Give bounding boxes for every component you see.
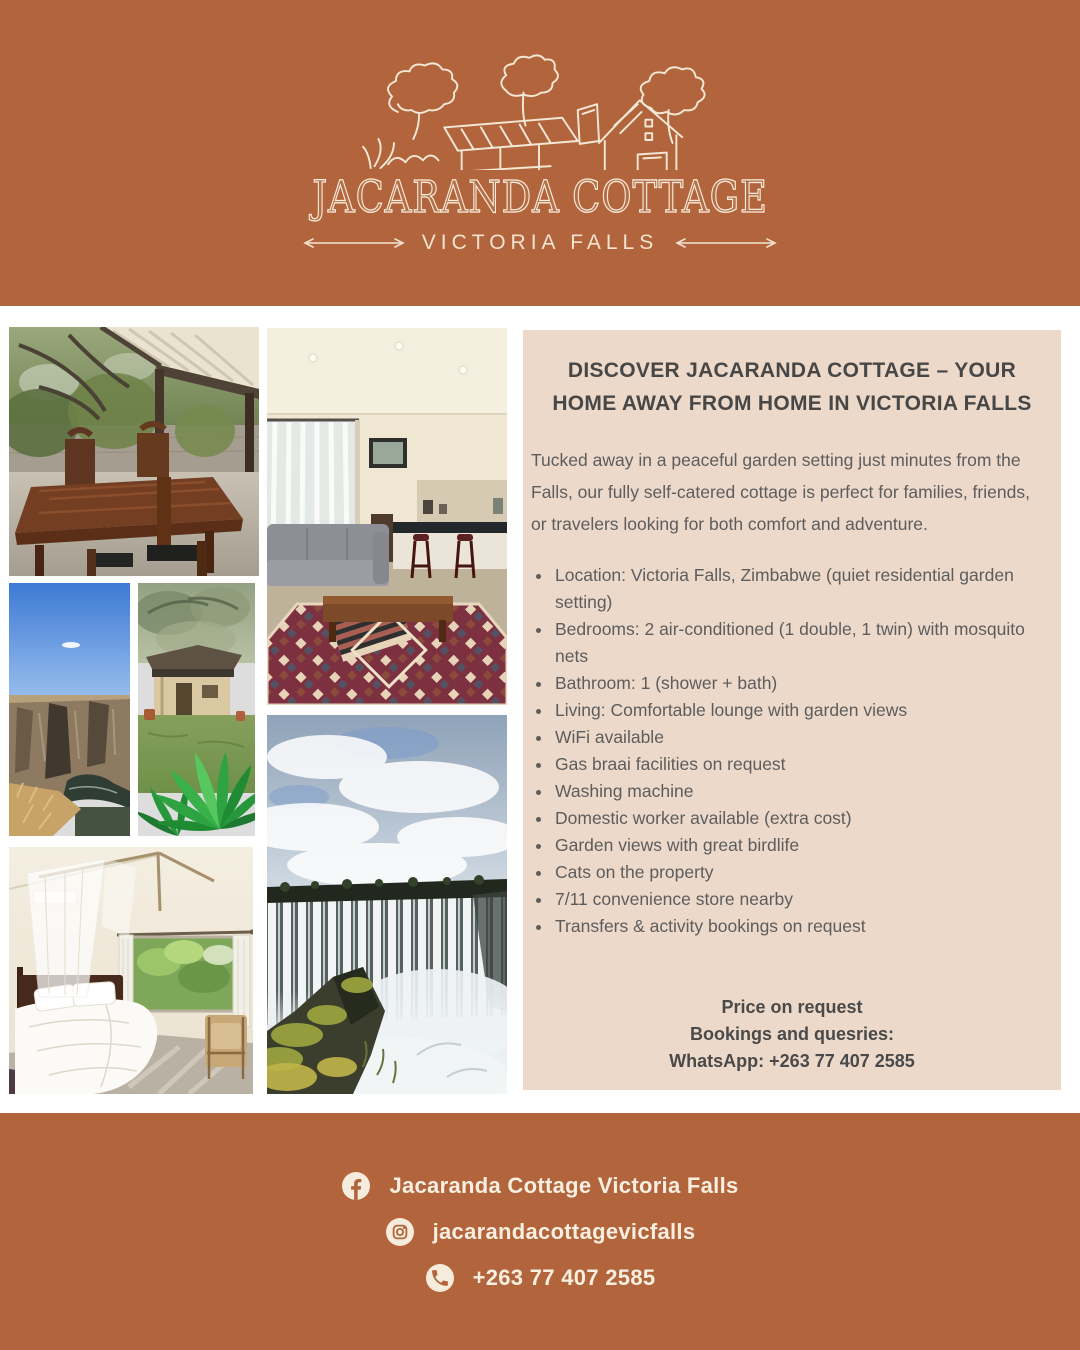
photo-gorge [9, 583, 130, 836]
feature-item: • Washing machine [553, 778, 1035, 805]
feature-item: • Living: Comfortable lounge with garden views [553, 697, 1035, 724]
phone-label: +263 77 407 2585 [472, 1264, 656, 1290]
feature-item: • Gas braai facilities on request [553, 751, 1035, 778]
photo-victoria-falls [267, 715, 507, 1094]
feature-item: • 7/11 convenience store nearby [553, 886, 1035, 913]
instagram-label: jacarandacottagevicfalls [432, 1218, 696, 1244]
double-arrow-left-icon [302, 237, 406, 249]
footer [0, 1113, 1080, 1350]
whatsapp-line: WhatsApp: +263 77 407 2585 [669, 1051, 915, 1071]
feature-item: • WiFi available [553, 724, 1035, 751]
phone-row[interactable] [425, 1263, 656, 1293]
feature-item: • Domestic worker available (extra cost) [553, 805, 1035, 832]
photo-living-room [267, 328, 507, 705]
brand-subtitle-row [302, 231, 779, 255]
panel-heading: DISCOVER JACARANDA COTTAGE – YOUR HOME AWAY FROM HOME IN VICTORIA FALLS [552, 359, 1032, 415]
bookings-line: Bookings and quesries: [689, 1024, 895, 1044]
price-line: Price on request [721, 997, 863, 1017]
feature-item: • Garden views with great birdlife [553, 832, 1035, 859]
facebook-icon [341, 1171, 371, 1201]
photo-bedroom [9, 847, 253, 1094]
panel-intro: Tucked away in a peaceful garden setting just minutes from the Falls, our fully self-catered cottage is perfect for families, friends, or travelers looking for both comfort and adventure. [531, 450, 1030, 534]
instagram-row[interactable] [385, 1217, 696, 1247]
photo-outdoor-dining [9, 327, 259, 576]
facebook-row[interactable] [341, 1171, 738, 1201]
photo-garden-cottage [138, 583, 255, 836]
feature-item: • Bathroom: 1 (shower + bath) [553, 670, 1035, 697]
cottage-logo-icon [355, 52, 725, 170]
feature-list [535, 562, 1035, 940]
facebook-label: Jacaranda Cottage Victoria Falls [389, 1172, 739, 1198]
phone-icon [425, 1263, 455, 1293]
content-area [0, 306, 1080, 1113]
brand-subtitle: VICTORIA FALLS [421, 231, 659, 254]
double-arrow-right-icon [674, 237, 778, 249]
info-panel [523, 330, 1061, 1090]
brand-name: JACARANDA COTTAGE [312, 172, 768, 223]
feature-item: • Cats on the property [553, 859, 1035, 886]
feature-item: • Location: Victoria Falls, Zimbabwe (quiet residential garden setting) [553, 562, 1035, 616]
header [0, 0, 1080, 306]
pricing-block [523, 994, 1061, 1075]
instagram-icon [385, 1217, 415, 1247]
feature-item: • Bedrooms: 2 air-conditioned (1 double, 1 twin) with mosquito nets [553, 616, 1035, 670]
feature-item: • Transfers & activity bookings on request [553, 913, 1035, 940]
